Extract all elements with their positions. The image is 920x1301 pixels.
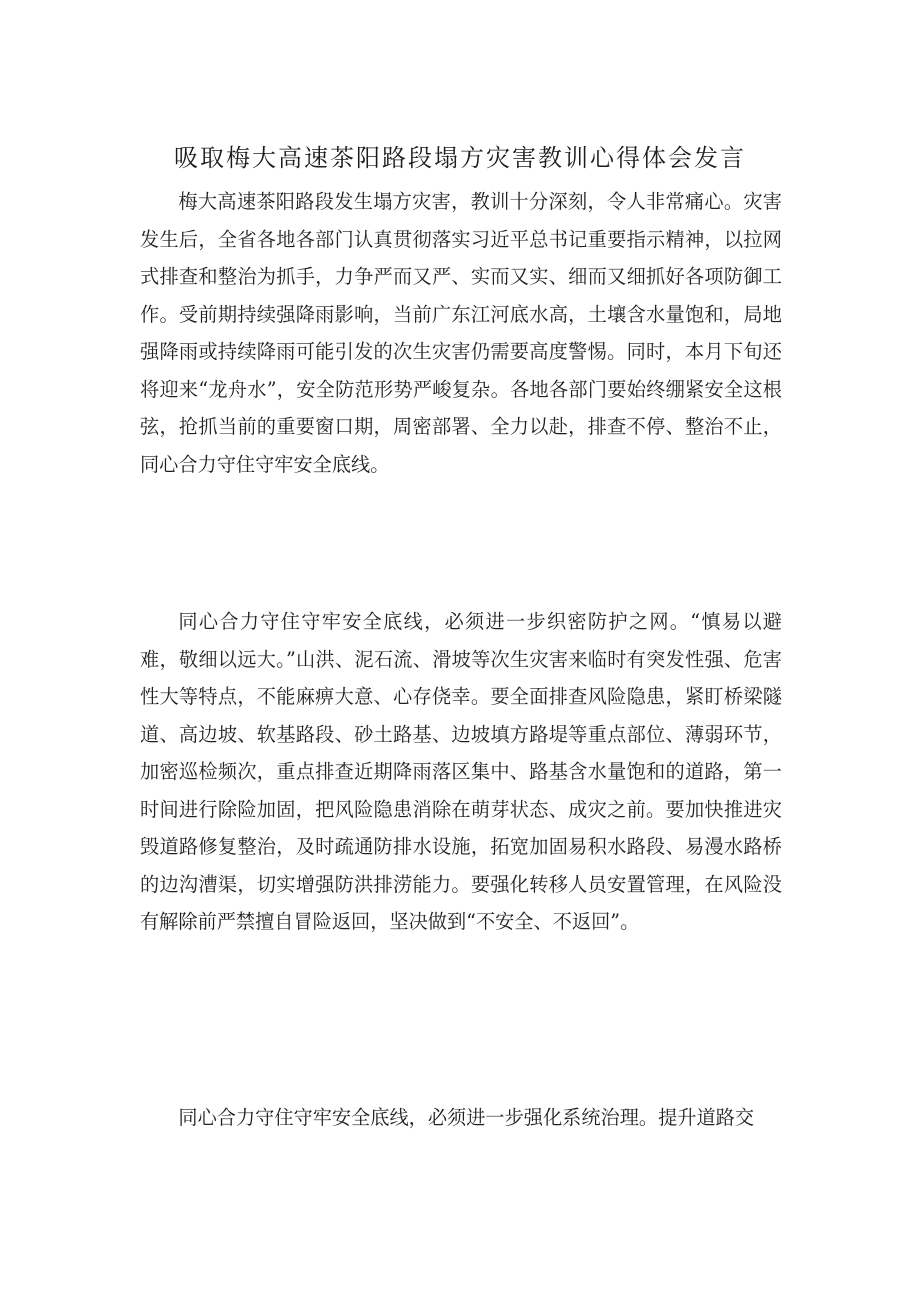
document-title: 吸取梅大高速茶阳路段塌方灾害教训心得体会发言 <box>174 144 746 172</box>
paragraph-1: 梅大高速茶阳路段发生塌方灾害，教训十分深刻，令人非常痛心。灾害发生后，全省各地各部门认真贯彻落实习近平总书记重要指示精神，以拉网式排查和整治为抓手，力争严而又严、实而又实、细而又细抓好各项防御工作。受前期持续强降雨影响，当前广东江河底水高，土壤含水量饱和，局地强降雨或持续降雨可能引发的次生灾害仍需要高度警惕。同时，本月下旬还将迎来“龙舟水”，安全防范形势严峻复杂。各地各部门要始终绷紧安全这根弦，抢抓当前的重要窗口期，周密部署、全力以赴，排查不停、整治不止，同心合力守住守牢安全底线。 <box>140 190 782 476</box>
paragraph-3: 同心合力守住守牢安全底线，必须进一步强化系统治理。提升道路交 <box>178 1106 755 1129</box>
paragraph-2: 同心合力守住守牢安全底线，必须进一步织密防护之网。“慎易以避难，敬细以远大。”山洪、泥石流、滑坡等次生灾害来临时有突发性强、危害性大等特点，不能麻痹大意、心存侥幸。要全面排查风险隐患，紧盯桥梁隧道、高边坡、软基路段、砂土路基、边坡填方路堤等重点部位、薄弱环节，加密巡检频次，重点排查近期降雨落区集中、路基含水量饱和的道路，第一时间进行除险加固，把风险隐患消除在萌芽状态、成灾之前。要加快推进灾毁道路修复整治，及时疏通防排水设施，拓宽加固易积水路段、易漫水路桥的边沟漕渠，切实增强防洪排涝能力。要强化转移人员安置管理，在风险没有解除前严禁擅自冒险返回，坚决做到“不安全、不返回”。 <box>140 610 782 933</box>
